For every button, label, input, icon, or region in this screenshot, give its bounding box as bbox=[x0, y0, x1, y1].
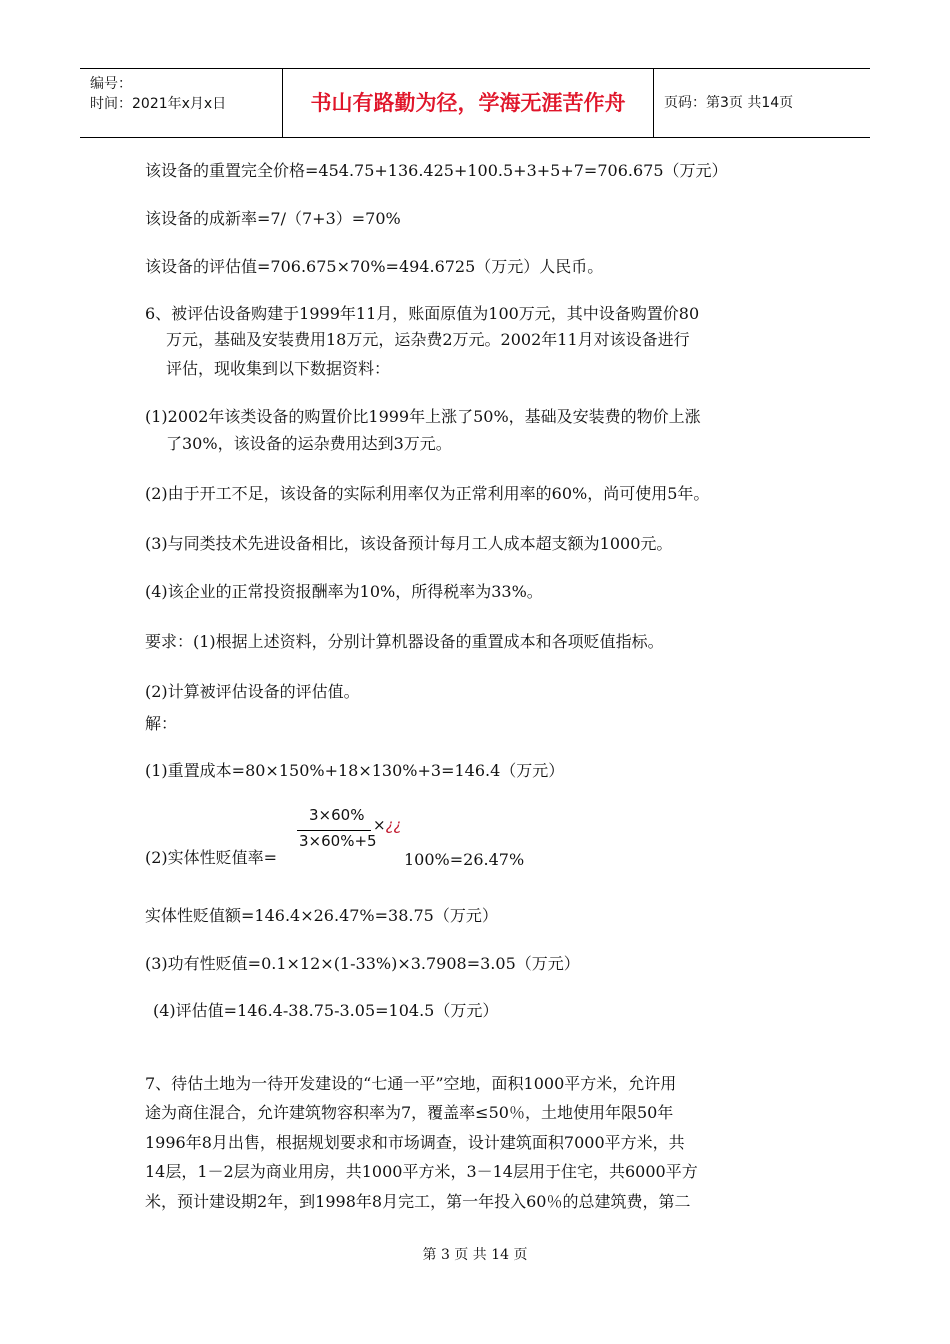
condition-line: (2)由于开工不足，该设备的实际利用率仅为正常利用率的60%，尚可使用5年。 bbox=[145, 484, 710, 503]
question-6-line: 评估，现收集到以下数据资料： bbox=[166, 359, 391, 378]
solution-line: 100%=26.47% bbox=[404, 850, 525, 869]
condition-line: (3)与同类技术先进设备相比，该设备预计每月工人成本超支额为1000元。 bbox=[145, 534, 673, 553]
question-7-line: 7、待估土地为一待开发建设的“七通一平”空地，面积1000平方米，允许用 bbox=[145, 1074, 677, 1093]
text-line: 该设备的成新率=7/（7+3）=70% bbox=[145, 209, 401, 228]
solution-line: (4)评估值=146.4-38.75-3.05=104.5（万元） bbox=[153, 1001, 499, 1020]
solution-line: (1)重置成本=80×150%+18×130%+3=146.4（万元） bbox=[145, 761, 565, 780]
question-7-line: 途为商住混合，允许建筑物容积率为7，覆盖率≤50％，土地使用年限50年 bbox=[145, 1103, 674, 1122]
times-sign: × bbox=[373, 816, 386, 834]
question-6-line: 万元，基础及安装费用18万元，运杂费2万元。2002年11月对该设备进行 bbox=[166, 330, 690, 349]
solution-line: 实体性贬值额=146.4×26.47%=38.75（万元） bbox=[145, 906, 498, 925]
fraction-times bbox=[373, 816, 402, 834]
text-line: 该设备的评估值=706.675×70%=494.6725（万元）人民币。 bbox=[145, 257, 604, 276]
solution-line: (3)功有性贬值=0.1×12×(1-33%)×3.7908=3.05（万元） bbox=[145, 954, 580, 973]
condition-line: (1)2002年该类设备的购置价比1999年上涨了50%，基础及安装费的物价上涨 bbox=[145, 407, 701, 426]
page-info: 页码：第3页 共14页 bbox=[664, 95, 794, 111]
solution-label: 解： bbox=[145, 714, 178, 733]
text-line: 该设备的重置完全价格=454.75+136.425+100.5+3+5+7=706.675（万元） bbox=[145, 161, 728, 180]
condition-line: 了30%，该设备的运杂费用达到3万元。 bbox=[166, 434, 452, 453]
question-6-line: 6、被评估设备购建于1999年11月，账面原值为100万元，其中设备购置价80 bbox=[145, 304, 700, 323]
solution-line: (2)实体性贬值率= bbox=[145, 848, 278, 867]
question-7-line: 1996年8月出售，根据规划要求和市场调查，设计建筑面积7000平方米，共 bbox=[145, 1133, 685, 1152]
number-label: 编号： bbox=[90, 76, 132, 92]
header-meta-cell bbox=[80, 69, 283, 137]
page-footer: 第 3 页 共 14 页 bbox=[422, 1247, 528, 1263]
requirement-line: (2)计算被评估设备的评估值。 bbox=[145, 682, 360, 701]
time-label: 时间：2021年x月x日 bbox=[90, 96, 227, 112]
fraction-denominator: 3×60%+5 bbox=[299, 832, 377, 850]
page-header bbox=[80, 68, 870, 138]
question-7-line: 14层，1－2层为商业用房，共1000平方米，3－14层用于住宅，共6000平方 bbox=[145, 1162, 698, 1181]
condition-line: (4)该企业的正常投资报酬率为10%，所得税率为33%。 bbox=[145, 582, 543, 601]
fraction-bar bbox=[297, 830, 371, 831]
motto: 书山有路勤为径，学海无涯苦作舟 bbox=[283, 69, 654, 137]
requirement-line: 要求：(1)根据上述资料，分别计算机器设备的重置成本和各项贬值指标。 bbox=[145, 632, 664, 651]
garbled-marks: ¿¿ bbox=[385, 816, 402, 834]
question-7-line: 米，预计建设期2年，到1998年8月完工，第一年投入60％的总建筑费，第二 bbox=[145, 1192, 691, 1211]
fraction-numerator: 3×60% bbox=[309, 806, 365, 824]
